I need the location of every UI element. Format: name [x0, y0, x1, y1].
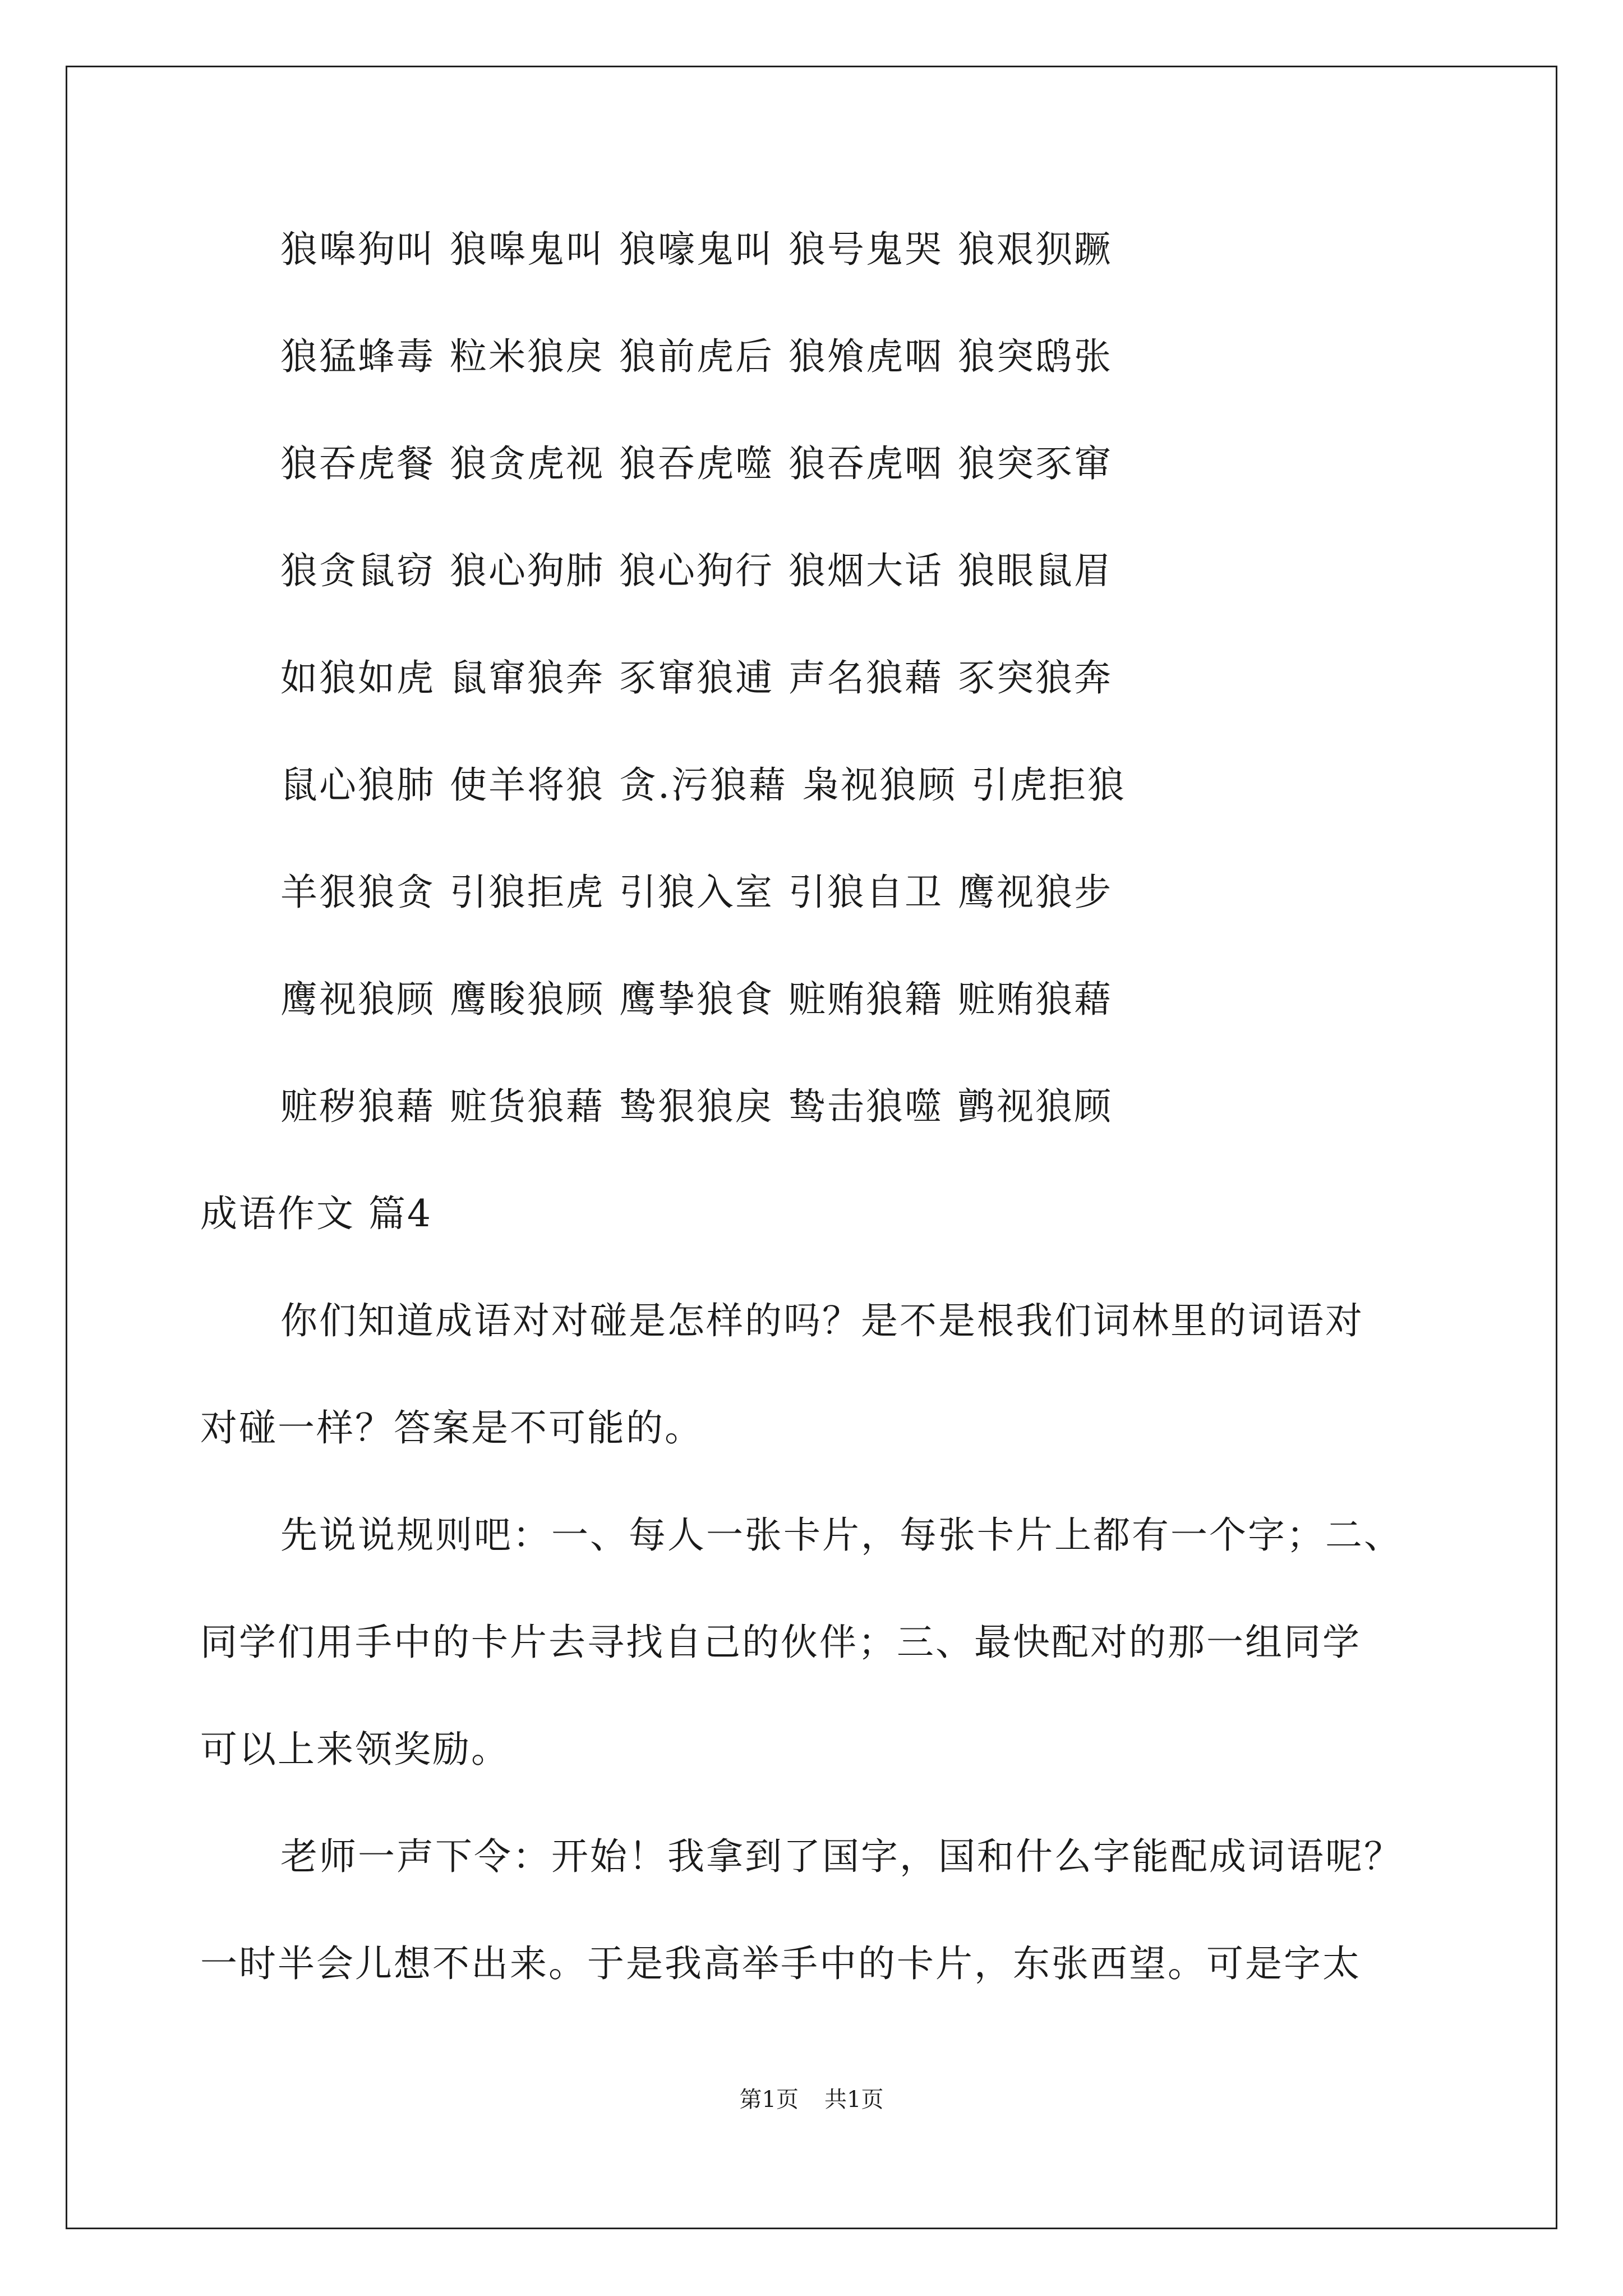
idiom: 引狼自卫 — [789, 871, 943, 914]
idiom: 狼猛蜂毒 — [280, 335, 435, 378]
page-border — [66, 66, 1557, 2229]
idiom: 引狼拒虎 — [450, 871, 605, 914]
idiom: 狼吞虎咽 — [789, 442, 943, 485]
idiom: 引狼入室 — [619, 871, 774, 914]
idiom: 鹰睃狼顾 — [450, 978, 605, 1021]
idiom: 如狼如虎 — [280, 656, 435, 700]
idiom: 羊狠狼贪 — [280, 871, 435, 914]
idiom: 声名狼藉 — [789, 656, 943, 700]
idiom: 引虎拒狼 — [971, 763, 1126, 807]
page-footer — [0, 2086, 1623, 2114]
idiom: 狼号鬼哭 — [789, 228, 943, 271]
idiom: 狼嚎鬼叫 — [619, 228, 774, 271]
idiom: 狼烟大话 — [789, 549, 943, 592]
idiom: 狼吞虎噬 — [619, 442, 774, 485]
idiom: 狼贪鼠窃 — [280, 549, 435, 592]
idiom: 狼嗥鬼叫 — [450, 228, 605, 271]
idiom: 狼飧虎咽 — [789, 335, 943, 378]
idiom: 鸷狠狼戾 — [619, 1085, 774, 1128]
idiom-row — [280, 763, 1141, 808]
idiom: 赃货狼藉 — [450, 1085, 605, 1128]
idiom-row — [280, 977, 1127, 1022]
paragraph-line: 你们知道成语对对碰是怎样的吗？是不是根我们词林里的词语对 — [280, 1299, 1364, 1342]
idiom: 鹯视狼顾 — [958, 1085, 1113, 1128]
idiom: 狼吞虎餐 — [280, 442, 435, 485]
paragraph-line: 对碰一样？答案是不可能的。 — [200, 1406, 703, 1450]
idiom: 贪.污狼藉 — [619, 763, 787, 807]
paragraph-line: 老师一声下令：开始！我拿到了国字，国和什么字能配成词语呢？ — [280, 1835, 1403, 1878]
idiom-row — [280, 227, 1127, 272]
section-heading: 成语作文 篇4 — [200, 1192, 432, 1235]
idiom: 鸷击狼噬 — [789, 1085, 943, 1128]
idiom: 鹰挚狼食 — [619, 978, 774, 1021]
idiom: 豕突狼奔 — [958, 656, 1113, 700]
idiom: 狼眼鼠眉 — [958, 549, 1113, 592]
idiom: 粒米狼戾 — [450, 335, 605, 378]
idiom: 鹰视狼步 — [958, 871, 1113, 914]
idiom: 狼嗥狗叫 — [280, 228, 435, 271]
idiom: 狼贪虎视 — [450, 442, 605, 485]
idiom: 狼突鸱张 — [958, 335, 1113, 378]
idiom: 使羊将狼 — [450, 763, 605, 807]
page-current: 第1页 — [739, 2087, 799, 2113]
idiom: 狼艰狈蹶 — [958, 228, 1113, 271]
idiom: 赃秽狼藉 — [280, 1085, 435, 1128]
idiom-row — [280, 1084, 1127, 1129]
idiom-row — [280, 549, 1127, 593]
idiom: 枭视狼顾 — [801, 763, 957, 807]
paragraph-line: 同学们用手中的卡片去寻找自己的伙伴；三、最快配对的那一组同学 — [200, 1621, 1361, 1664]
idiom-row — [280, 870, 1127, 915]
page-total: 共1页 — [824, 2087, 884, 2113]
idiom-row — [280, 334, 1127, 379]
idiom-row — [280, 656, 1127, 701]
idiom-row — [280, 441, 1127, 486]
idiom: 狼前虎后 — [619, 335, 774, 378]
idiom: 狼心狗行 — [619, 549, 774, 592]
idiom: 狼心狗肺 — [450, 549, 605, 592]
paragraph-line: 先说说规则吧：一、每人一张卡片，每张卡片上都有一个字；二、 — [280, 1513, 1403, 1557]
idiom: 鹰视狼顾 — [280, 978, 435, 1021]
paragraph-line: 可以上来领奖励。 — [200, 1728, 510, 1771]
idiom: 赃贿狼籍 — [789, 978, 943, 1021]
idiom: 鼠窜狼奔 — [450, 656, 605, 700]
idiom: 赃贿狼藉 — [958, 978, 1113, 1021]
idiom: 狼突豕窜 — [958, 442, 1113, 485]
paragraph-line: 一时半会儿想不出来。于是我高举手中的卡片，东张西望。可是字太 — [200, 1942, 1361, 1985]
idiom: 豕窜狼逋 — [619, 656, 774, 700]
idiom: 鼠心狼肺 — [280, 763, 435, 807]
